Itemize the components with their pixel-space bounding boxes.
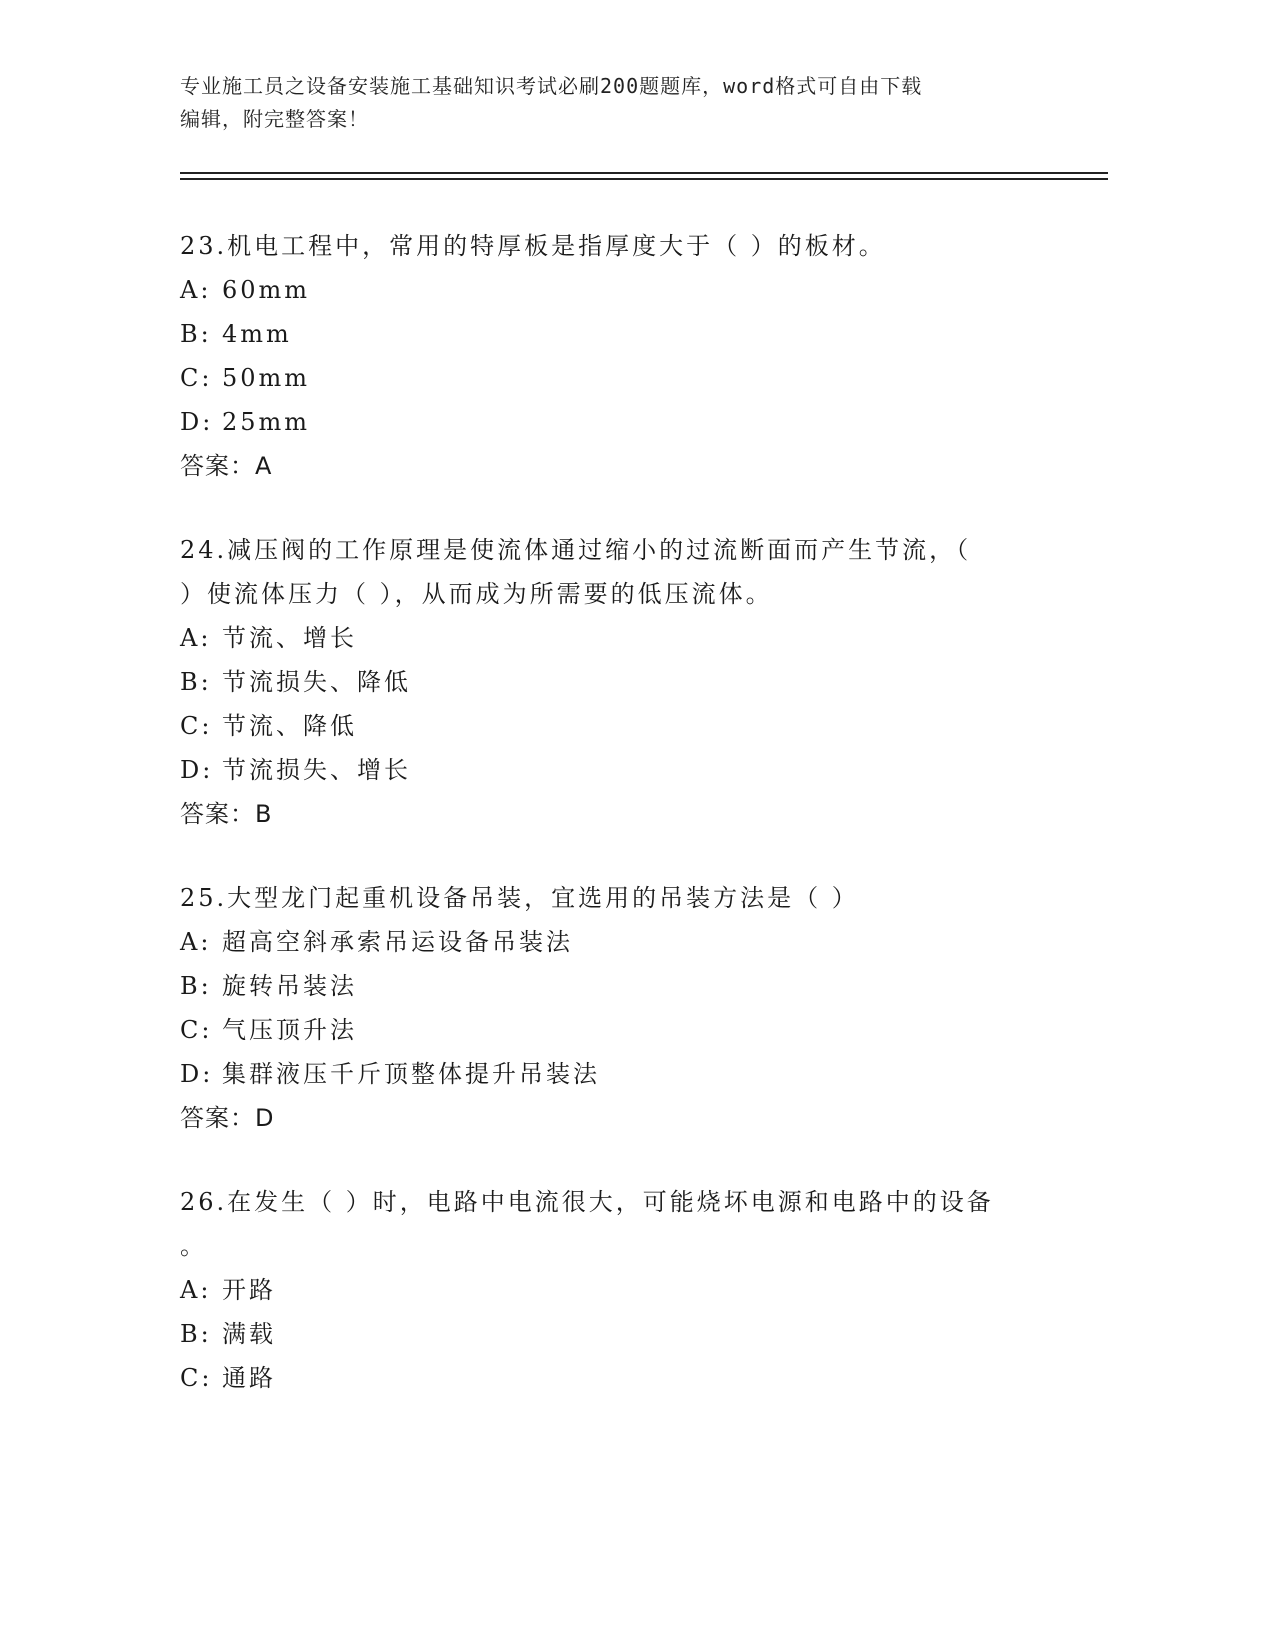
question-stem-line-2: ）使流体压力（ ），从而成为所需要的低压流体。 — [180, 580, 773, 608]
option-label: A: — [180, 624, 212, 652]
option-d — [180, 748, 1060, 792]
header-line-1: 专业施工员之设备安装施工基础知识考试必刷200题题库，word格式可自由下载 — [180, 74, 923, 98]
answer: 答案：A — [180, 452, 273, 480]
option-text: 旋转吊装法 — [222, 972, 357, 1000]
option-b — [180, 964, 1060, 1008]
option-a — [180, 1268, 1060, 1312]
option-c — [180, 704, 1060, 748]
option-c — [180, 356, 1060, 400]
option-label: A: — [180, 276, 212, 304]
option-text: 气压顶升法 — [222, 1016, 357, 1044]
option-text: 25mm — [222, 408, 311, 436]
option-b — [180, 1312, 1060, 1356]
option-text: 节流、降低 — [222, 712, 357, 740]
document-header — [180, 70, 1060, 136]
option-text: 通路 — [222, 1364, 276, 1392]
option-text: 节流损失、降低 — [222, 668, 411, 696]
option-text: 开路 — [222, 1276, 276, 1304]
option-label: B: — [180, 320, 212, 348]
header-divider-bottom — [180, 178, 1108, 180]
option-label: D: — [180, 1060, 214, 1088]
question-stem-line-1: 26.在发生（ ）时，电路中电流很大，可能烧坏电源和电路中的设备 — [180, 1188, 994, 1216]
question-stem-line-1: 24.减压阀的工作原理是使流体通过缩小的过流断面而产生节流，（ — [180, 536, 972, 564]
option-label: C: — [180, 364, 213, 392]
option-d — [180, 1052, 1060, 1096]
option-text: 超高空斜承索吊运设备吊装法 — [222, 928, 573, 956]
answer: 答案：D — [180, 1104, 275, 1132]
header-line-2: 编辑，附完整答案！ — [180, 107, 369, 131]
option-a — [180, 268, 1060, 312]
option-a — [180, 616, 1060, 660]
option-text: 节流、增长 — [222, 624, 357, 652]
option-label: B: — [180, 668, 212, 696]
option-label: A: — [180, 1276, 212, 1304]
question-stem: 25.大型龙门起重机设备吊装，宜选用的吊装方法是（ ） — [180, 884, 859, 912]
option-text: 4mm — [222, 320, 292, 348]
option-label: C: — [180, 1016, 213, 1044]
option-text: 满载 — [222, 1320, 276, 1348]
option-c — [180, 1356, 1060, 1400]
option-label: B: — [180, 972, 212, 1000]
question-26 — [180, 1180, 1060, 1400]
option-label: B: — [180, 1320, 212, 1348]
question-23 — [180, 224, 1060, 488]
option-label: D: — [180, 756, 214, 784]
option-c — [180, 1008, 1060, 1052]
option-label: C: — [180, 712, 213, 740]
answer: 答案：B — [180, 800, 273, 828]
option-text: 节流损失、增长 — [222, 756, 411, 784]
option-label: C: — [180, 1364, 213, 1392]
question-25 — [180, 876, 1060, 1140]
option-text: 50mm — [222, 364, 311, 392]
header-divider-top — [180, 172, 1108, 174]
question-24 — [180, 528, 1060, 836]
question-stem-line-2: 。 — [180, 1232, 207, 1260]
option-b — [180, 312, 1060, 356]
question-stem: 23.机电工程中，常用的特厚板是指厚度大于（ ）的板材。 — [180, 232, 886, 260]
option-a — [180, 920, 1060, 964]
option-label: A: — [180, 928, 212, 956]
option-b — [180, 660, 1060, 704]
option-text: 集群液压千斤顶整体提升吊装法 — [222, 1060, 600, 1088]
option-label: D: — [180, 408, 214, 436]
option-d — [180, 400, 1060, 444]
option-text: 60mm — [222, 276, 311, 304]
